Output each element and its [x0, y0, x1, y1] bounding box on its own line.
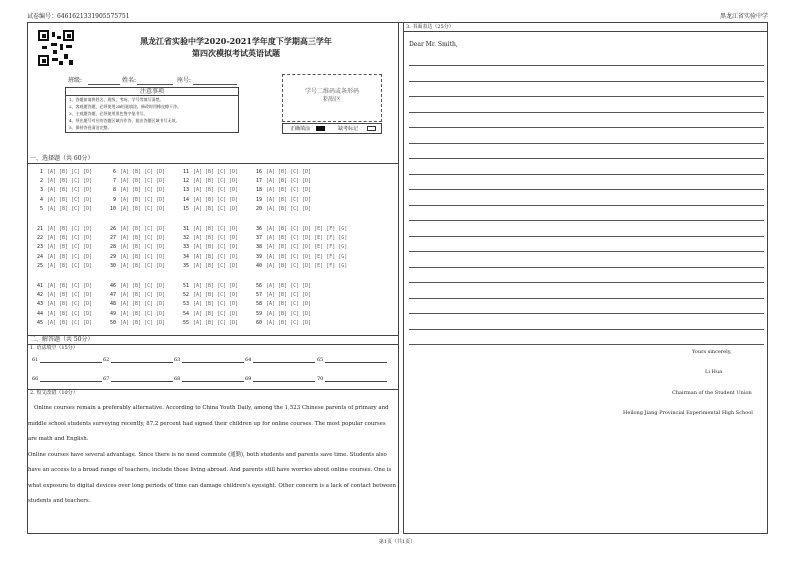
answer-options[interactable]: [A] [B] [C] [D]: [120, 187, 166, 194]
blank-70[interactable]: 70: [317, 376, 387, 382]
mcq-question[interactable]: [33, 244, 92, 250]
question-number: 29: [109, 253, 116, 260]
mcq-question[interactable]: [33, 197, 92, 203]
mcq-question[interactable]: [106, 263, 165, 269]
answer-options[interactable]: [A] [B] [C] [D]: [47, 169, 93, 175]
mcq-question[interactable]: [179, 206, 238, 212]
question-number: 11: [182, 169, 189, 175]
question-number: 1: [39, 169, 43, 175]
question-number: 49: [109, 310, 116, 317]
question-number: 51: [182, 283, 189, 289]
question-number: 41: [36, 283, 43, 289]
mcq-question[interactable]: [252, 206, 311, 212]
question-number: 17: [255, 178, 262, 185]
salutation: Dear Mr. Smith,: [409, 41, 458, 48]
mcq-question[interactable]: [179, 263, 238, 269]
writing-line[interactable]: [409, 205, 764, 206]
question-number: 47: [109, 292, 116, 299]
class-field[interactable]: [88, 84, 120, 85]
notice-item: 2、客观题答题，必须使用2B铅笔填涂，修改时用橡皮擦干净。: [69, 104, 182, 109]
qr-code: [38, 30, 74, 66]
notice-item: 5、保持答卷清洁完整。: [69, 125, 112, 130]
mcq-question[interactable]: [33, 254, 92, 260]
correction-rule: [27, 389, 399, 390]
answer-options[interactable]: [A] [B] [C] [D]: [193, 253, 239, 260]
question-number: 21: [36, 226, 43, 232]
question-number: 23: [36, 244, 43, 251]
question-number: 36: [255, 226, 262, 232]
question-number: 3: [39, 187, 43, 194]
answer-options[interactable]: [A] [B] [C] [D]: [266, 178, 312, 185]
mcq-question[interactable]: [33, 187, 92, 193]
question-number: 30: [109, 262, 116, 269]
mcq-question[interactable]: [252, 292, 311, 298]
answer-options[interactable]: [A] [B] [C] [D]: [193, 178, 239, 185]
answer-options[interactable]: [A] [B] [C] [D]: [193, 301, 239, 308]
notice-item: 1、答题前请将姓名、班级、考场、学号等填写清楚。: [69, 97, 164, 102]
question-number: 48: [109, 301, 116, 308]
answer-options[interactable]: [A] [B] [C] [D]: [47, 253, 93, 260]
mcq-question[interactable]: [252, 263, 347, 269]
question-number: 53: [182, 301, 189, 308]
writing-line[interactable]: [409, 81, 764, 82]
question-number: 37: [255, 235, 262, 242]
absent-mark-label: 缺考标记: [338, 126, 359, 132]
writing-line[interactable]: [409, 143, 764, 144]
correct-fill-label: 正确填涂: [290, 126, 311, 132]
correction-title: 2. 短文改错（10分）: [30, 390, 78, 396]
signature: Li Hua: [705, 369, 723, 375]
mcq-question[interactable]: [106, 235, 165, 241]
answer-options[interactable]: [A] [B] [C] [D] [E] [F] [G]: [266, 226, 348, 232]
writing-line[interactable]: [409, 298, 764, 299]
mcq-question[interactable]: [106, 197, 165, 203]
blank-63[interactable]: 63: [174, 357, 244, 363]
answer-options[interactable]: [A] [B] [C] [D] [E] [F] [G]: [266, 244, 348, 251]
notice-item: 3、主观题答题，必须使用黑色签字笔书写。: [69, 111, 148, 116]
question-number: 50: [109, 319, 116, 326]
answer-options[interactable]: [A] [B] [C] [D]: [120, 301, 166, 308]
notice-item: 4、须在题号对应的答题区域内作答，超出答题区域书写无效。: [69, 118, 180, 123]
mcq-question[interactable]: [106, 244, 165, 250]
mcq-question[interactable]: [179, 283, 238, 289]
writing-line[interactable]: [409, 65, 764, 66]
mcq-question[interactable]: [106, 311, 165, 317]
answer-options[interactable]: [A] [B] [C] [D]: [47, 310, 93, 317]
mcq-question[interactable]: [252, 311, 311, 317]
mcq-question[interactable]: [252, 187, 311, 193]
answer-options[interactable]: [A] [B] [C] [D]: [193, 187, 239, 194]
writing-line[interactable]: [409, 236, 764, 237]
answer-options[interactable]: [A] [B] [C] [D]: [120, 196, 166, 203]
position: Chairman of the Student Union: [672, 390, 752, 396]
mcq-question[interactable]: [252, 197, 311, 203]
mcq-question[interactable]: [33, 169, 92, 175]
barcode-line1: 学号二维码或条形码: [304, 88, 359, 95]
question-number: 8: [112, 187, 116, 194]
question-number: 46: [109, 283, 116, 289]
correction-paragraph: Online courses remain a preferably alternative. According to China Youth Daily, among the 1,523 Chinese parents of primary and middle school students surveying recently, 87.2 percent had signed their children up for online courses. The most popular courses are math and English.: [28, 405, 389, 442]
writing-line[interactable]: [409, 158, 764, 159]
blank-68[interactable]: 68: [174, 376, 244, 382]
question-number: 2: [39, 178, 43, 185]
answer-options[interactable]: [A] [B] [C] [D]: [193, 205, 239, 212]
question-number: 34: [182, 253, 189, 260]
mcq-question[interactable]: [252, 244, 347, 250]
question-number: 33: [182, 244, 189, 251]
mcq-question[interactable]: [106, 226, 165, 232]
answer-options[interactable]: [A] [B] [C] [D]: [47, 235, 93, 242]
name-field[interactable]: [137, 84, 173, 85]
question-number: 43: [36, 301, 43, 308]
mcq-question[interactable]: [179, 197, 238, 203]
question-number: 56: [255, 283, 262, 289]
answer-options[interactable]: [A] [B] [C] [D]: [120, 169, 166, 175]
answer-options[interactable]: [A] [B] [C] [D]: [193, 169, 239, 175]
question-number: 14: [182, 196, 189, 203]
mcq-question[interactable]: [252, 320, 311, 326]
question-number: 18: [255, 187, 262, 194]
answer-options[interactable]: [A] [B] [C] [D] [E] [F] [G]: [266, 253, 348, 260]
mcq-question[interactable]: [179, 169, 238, 175]
question-number: 22: [36, 235, 43, 242]
section1-top-rule: [27, 163, 399, 164]
answer-options[interactable]: [A] [B] [C] [D]: [193, 235, 239, 242]
question-number: 20: [255, 205, 262, 212]
mcq-question[interactable]: [33, 311, 92, 317]
mcq-question[interactable]: [106, 301, 165, 307]
blank-66[interactable]: 66: [32, 376, 102, 382]
writing-line[interactable]: [409, 313, 764, 314]
writing-line[interactable]: [409, 127, 764, 128]
mcq-question[interactable]: [106, 292, 165, 298]
question-number: 24: [36, 253, 43, 260]
answer-options[interactable]: [A] [B] [C] [D]: [47, 262, 93, 269]
question-number: 35: [182, 262, 189, 269]
seat-label: 座号:: [177, 77, 192, 84]
question-number: 32: [182, 235, 189, 242]
blank-64[interactable]: 64: [245, 357, 315, 363]
answer-options[interactable]: [A] [B] [C] [D]: [47, 178, 93, 185]
mcq-question[interactable]: [33, 292, 92, 298]
seat-field[interactable]: [193, 84, 237, 85]
writing-line[interactable]: [409, 344, 764, 345]
answer-options[interactable]: [A] [B] [C] [D]: [120, 235, 166, 242]
mcq-question[interactable]: [106, 169, 165, 175]
question-number: 45: [36, 319, 43, 326]
answer-options[interactable]: [A] [B] [C] [D]: [266, 319, 312, 326]
answer-options[interactable]: [A] [B] [C] [D]: [120, 319, 166, 326]
school-name: Heilong Jiang Provincial Experimental High School: [623, 410, 753, 416]
mcq-question[interactable]: [252, 178, 311, 184]
question-number: 44: [36, 310, 43, 317]
answer-options[interactable]: [A] [B] [C] [D]: [266, 310, 312, 317]
mcq-question[interactable]: [179, 226, 238, 232]
answer-options[interactable]: [A] [B] [C] [D]: [120, 292, 166, 299]
notice-list: [69, 96, 237, 131]
mcq-question[interactable]: [33, 206, 92, 212]
mcq-question[interactable]: [106, 283, 165, 289]
answer-options[interactable]: [A] [B] [C] [D]: [120, 178, 166, 185]
answer-options[interactable]: [A] [B] [C] [D]: [120, 283, 166, 289]
answer-options[interactable]: [A] [B] [C] [D]: [120, 244, 166, 251]
question-number: 7: [112, 178, 116, 185]
section3-title: 3. 书面表达（25分）: [406, 24, 454, 30]
right-column: [403, 22, 768, 534]
blank-69[interactable]: 69: [245, 376, 315, 382]
answer-options[interactable]: [A] [B] [C] [D]: [266, 196, 312, 203]
mcq-question[interactable]: [179, 254, 238, 260]
question-number: 57: [255, 292, 262, 299]
answer-options[interactable]: [A] [B] [C] [D] [E] [F] [G]: [266, 235, 348, 242]
correction-paragraph: Online courses have several advantage. Since there is no need commute (通勤), both students and parents save time. Students also have an access to a broad range of teachers, include those living abroad. And parents still have worries about online courses. One is what exposure to digital devices over long periods of time can damage children's eyesight. Other concern is a lack of contact between students and teachers.: [28, 451, 396, 504]
answer-options[interactable]: [A] [B] [C] [D]: [120, 226, 166, 232]
absent-mark-box[interactable]: [367, 126, 376, 131]
answer-options[interactable]: [A] [B] [C] [D]: [47, 187, 93, 194]
writing-line[interactable]: [409, 96, 764, 97]
mcq-question[interactable]: [179, 320, 238, 326]
question-number: 9: [112, 196, 116, 203]
question-number: 13: [182, 187, 189, 194]
mcq-question[interactable]: [252, 169, 311, 175]
question-number: 40: [255, 262, 262, 269]
name-label: 姓名:: [122, 77, 137, 84]
question-number: 12: [182, 178, 189, 185]
closing: Yours sincerely,: [692, 349, 732, 355]
answer-options[interactable]: [A] [B] [C] [D]: [266, 301, 312, 308]
section1-title: 一、选择题（共 60分）: [30, 155, 94, 162]
question-number: 38: [255, 244, 262, 251]
mcq-question[interactable]: [33, 320, 92, 326]
mcq-question[interactable]: [106, 178, 165, 184]
question-number: 16: [255, 169, 262, 175]
answer-options[interactable]: [A] [B] [C] [D]: [47, 301, 93, 308]
mcq-question[interactable]: [33, 263, 92, 269]
grammar-title: 1. 语法填空（15分）: [30, 345, 78, 351]
mcq-question[interactable]: [33, 301, 92, 307]
mcq-question[interactable]: [33, 283, 92, 289]
class-label: 班级:: [68, 77, 83, 84]
answer-options[interactable]: [A] [B] [C] [D]: [120, 205, 166, 212]
section2-rule: [27, 344, 399, 345]
correct-fill-sample: [316, 126, 325, 131]
answer-options[interactable]: [A] [B] [C] [D]: [193, 226, 239, 232]
section2-title: 二、解答题（共 50分）: [30, 336, 94, 343]
mcq-question[interactable]: [179, 311, 238, 317]
answer-options[interactable]: [A] [B] [C] [D]: [47, 319, 93, 326]
answer-options[interactable]: [A] [B] [C] [D]: [266, 187, 312, 194]
question-number: 6: [112, 169, 116, 175]
answer-options[interactable]: [A] [B] [C] [D]: [120, 262, 166, 269]
mcq-question[interactable]: [33, 178, 92, 184]
writing-line[interactable]: [409, 112, 764, 113]
answer-options[interactable]: [A] [B] [C] [D] [E] [F] [G]: [266, 262, 348, 269]
answer-options[interactable]: [A] [B] [C] [D]: [193, 310, 239, 317]
blank-61[interactable]: 61: [32, 357, 102, 363]
answer-options[interactable]: [A] [B] [C] [D]: [47, 283, 93, 289]
question-number: 55: [182, 319, 189, 326]
answer-options[interactable]: [A] [B] [C] [D]: [266, 169, 312, 175]
answer-options[interactable]: [A] [B] [C] [D]: [47, 205, 93, 212]
answer-options[interactable]: [A] [B] [C] [D]: [193, 292, 239, 299]
answer-options[interactable]: [A] [B] [C] [D]: [47, 244, 93, 251]
answer-options[interactable]: [A] [B] [C] [D]: [193, 244, 239, 251]
question-number: 15: [182, 205, 189, 212]
question-number: 58: [255, 301, 262, 308]
exam-title-line1: 黑龙江省实验中学2020-2021学年度下学期高三学年: [140, 36, 332, 46]
mcq-question[interactable]: [252, 283, 311, 289]
question-number: 52: [182, 292, 189, 299]
question-number: 26: [109, 226, 116, 232]
mcq-question[interactable]: [179, 244, 238, 250]
question-number: 28: [109, 244, 116, 251]
question-number: 10: [109, 205, 116, 212]
exam-title-line2: 第四次模拟考试英语试题: [192, 48, 280, 58]
question-number: 42: [36, 292, 43, 299]
question-number: 5: [39, 205, 43, 212]
answer-options[interactable]: [A] [B] [C] [D]: [193, 196, 239, 203]
header-school: 黑龙江省实验中学: [719, 13, 768, 20]
mcq-question[interactable]: [179, 178, 238, 184]
mcq-question[interactable]: [179, 187, 238, 193]
answer-options[interactable]: [A] [B] [C] [D]: [266, 205, 312, 212]
mcq-question[interactable]: [252, 235, 347, 241]
mcq-question[interactable]: [33, 226, 92, 232]
question-number: 25: [36, 262, 43, 269]
question-number: 27: [109, 235, 116, 242]
answer-options[interactable]: [A] [B] [C] [D]: [47, 292, 93, 299]
answer-options[interactable]: [A] [B] [C] [D]: [47, 196, 93, 203]
answer-options[interactable]: [A] [B] [C] [D]: [120, 253, 166, 260]
question-number: 60: [255, 319, 262, 326]
writing-line[interactable]: [409, 329, 764, 330]
answer-options[interactable]: [A] [B] [C] [D]: [120, 310, 166, 317]
writing-line[interactable]: [409, 251, 764, 252]
question-number: 59: [255, 310, 262, 317]
mcq-question[interactable]: [252, 254, 347, 260]
mcq-question[interactable]: [252, 226, 347, 232]
page-number: 第1页（共1页）: [378, 539, 416, 545]
answer-options[interactable]: [A] [B] [C] [D]: [266, 283, 312, 289]
barcode-line2: 粘贴区: [322, 96, 341, 103]
answer-options[interactable]: [A] [B] [C] [D]: [47, 226, 93, 232]
writing-line[interactable]: [409, 282, 764, 283]
question-number: 39: [255, 253, 262, 260]
mcq-question[interactable]: [106, 320, 165, 326]
writing-line[interactable]: [409, 174, 764, 175]
blank-67[interactable]: 67: [103, 376, 173, 382]
question-number: 54: [182, 310, 189, 317]
answer-options[interactable]: [A] [B] [C] [D]: [193, 283, 239, 289]
question-number: 31: [182, 226, 189, 232]
answer-options[interactable]: [A] [B] [C] [D]: [193, 319, 239, 326]
mcq-question[interactable]: [179, 292, 238, 298]
exam-id: 试卷编号：6461621331905575751: [27, 13, 130, 20]
answer-options[interactable]: [A] [B] [C] [D]: [193, 262, 239, 269]
mcq-question[interactable]: [179, 235, 238, 241]
writing-line[interactable]: [409, 220, 764, 221]
mcq-question[interactable]: [252, 301, 311, 307]
mcq-question[interactable]: [106, 254, 165, 260]
writing-line[interactable]: [409, 267, 764, 268]
mcq-question[interactable]: [179, 301, 238, 307]
blank-62[interactable]: 62: [103, 357, 173, 363]
question-number: 4: [39, 196, 43, 203]
correction-passage[interactable]: [28, 401, 396, 510]
question-number: 19: [255, 196, 262, 203]
blank-65[interactable]: 65: [317, 357, 387, 363]
section3-rule: [403, 31, 768, 32]
mcq-question[interactable]: [106, 206, 165, 212]
notice-title: 注意事项: [139, 88, 164, 95]
mcq-question[interactable]: [106, 187, 165, 193]
writing-line[interactable]: [409, 189, 764, 190]
answer-options[interactable]: [A] [B] [C] [D]: [266, 292, 312, 299]
mcq-question[interactable]: [33, 235, 92, 241]
